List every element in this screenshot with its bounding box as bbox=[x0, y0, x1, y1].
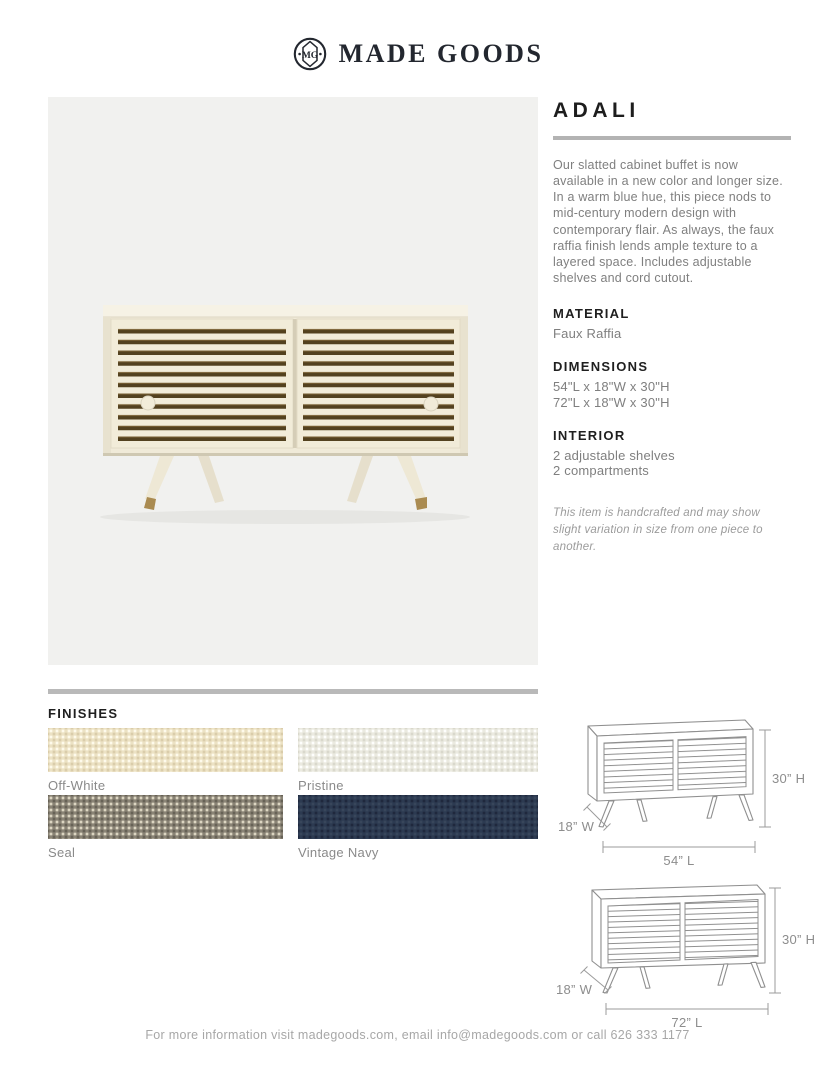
finishes-heading: FINISHES bbox=[48, 706, 119, 721]
swatch-label: Pristine bbox=[298, 778, 344, 793]
swatch-chip bbox=[298, 795, 538, 839]
swatch-label: Seal bbox=[48, 845, 76, 860]
swatch-seal bbox=[48, 795, 283, 860]
interior-value: 2 compartments bbox=[553, 463, 650, 479]
width-label: 18” W bbox=[556, 982, 593, 997]
product-photo bbox=[48, 97, 538, 665]
product-description: Our slatted cabinet buffet is now available in a new color and longer size. In a warm blue hue, this piece nods to mid-century modern design with contemporary flair. As always, the faux raffia finish lends ample texture to a layered space. Includes adjustable shelves and cord cutout. bbox=[553, 158, 783, 285]
swatch-vintage-navy bbox=[298, 795, 538, 860]
title-divider bbox=[553, 136, 791, 140]
width-label: 18” W bbox=[558, 819, 595, 834]
dimension-drawing-54 bbox=[555, 700, 835, 878]
dimensions-heading: DIMENSIONS bbox=[553, 358, 649, 374]
finishes-divider bbox=[48, 689, 538, 694]
interior-section bbox=[553, 428, 791, 480]
swatch-pristine bbox=[298, 728, 538, 793]
interior-heading: INTERIOR bbox=[553, 427, 626, 443]
swatch-label: Off-White bbox=[48, 778, 106, 793]
brand-name: MADE GOODS bbox=[338, 39, 544, 68]
svg-text:MG: MG bbox=[301, 51, 318, 61]
material-heading: MATERIAL bbox=[553, 306, 630, 321]
dimension-drawing-72 bbox=[552, 880, 835, 1048]
product-title: ADALI bbox=[553, 99, 640, 122]
material-section bbox=[553, 306, 791, 342]
dimensions-value: 54"L x 18"W x 30"H bbox=[553, 378, 670, 394]
material-value: Faux Raffia bbox=[553, 326, 622, 341]
dimensions-value: 72"L x 18"W x 30"H bbox=[553, 394, 670, 410]
dimensions-section bbox=[553, 359, 791, 411]
finishes-swatches bbox=[48, 728, 538, 858]
swatch-chip bbox=[48, 795, 283, 839]
interior-value: 2 adjustable shelves bbox=[553, 447, 675, 463]
swatch-chip bbox=[48, 728, 283, 772]
height-label: 30” H bbox=[782, 932, 816, 947]
swatch-off-white bbox=[48, 728, 283, 793]
brand-logo bbox=[0, 36, 835, 72]
height-label: 30” H bbox=[772, 771, 806, 786]
length-label: 54” L bbox=[663, 853, 695, 868]
monogram-icon bbox=[292, 36, 328, 72]
swatch-label: Vintage Navy bbox=[298, 845, 379, 860]
handcrafted-note: This item is handcrafted and may show slight variation in size from one piece to another. bbox=[553, 507, 763, 553]
footer-contact: For more information visit madegoods.com, email info@madegoods.com or call 626 333 1177 bbox=[145, 1028, 690, 1042]
product-info bbox=[553, 99, 791, 567]
length-label: 72” L bbox=[671, 1015, 703, 1030]
swatch-chip bbox=[298, 728, 538, 772]
